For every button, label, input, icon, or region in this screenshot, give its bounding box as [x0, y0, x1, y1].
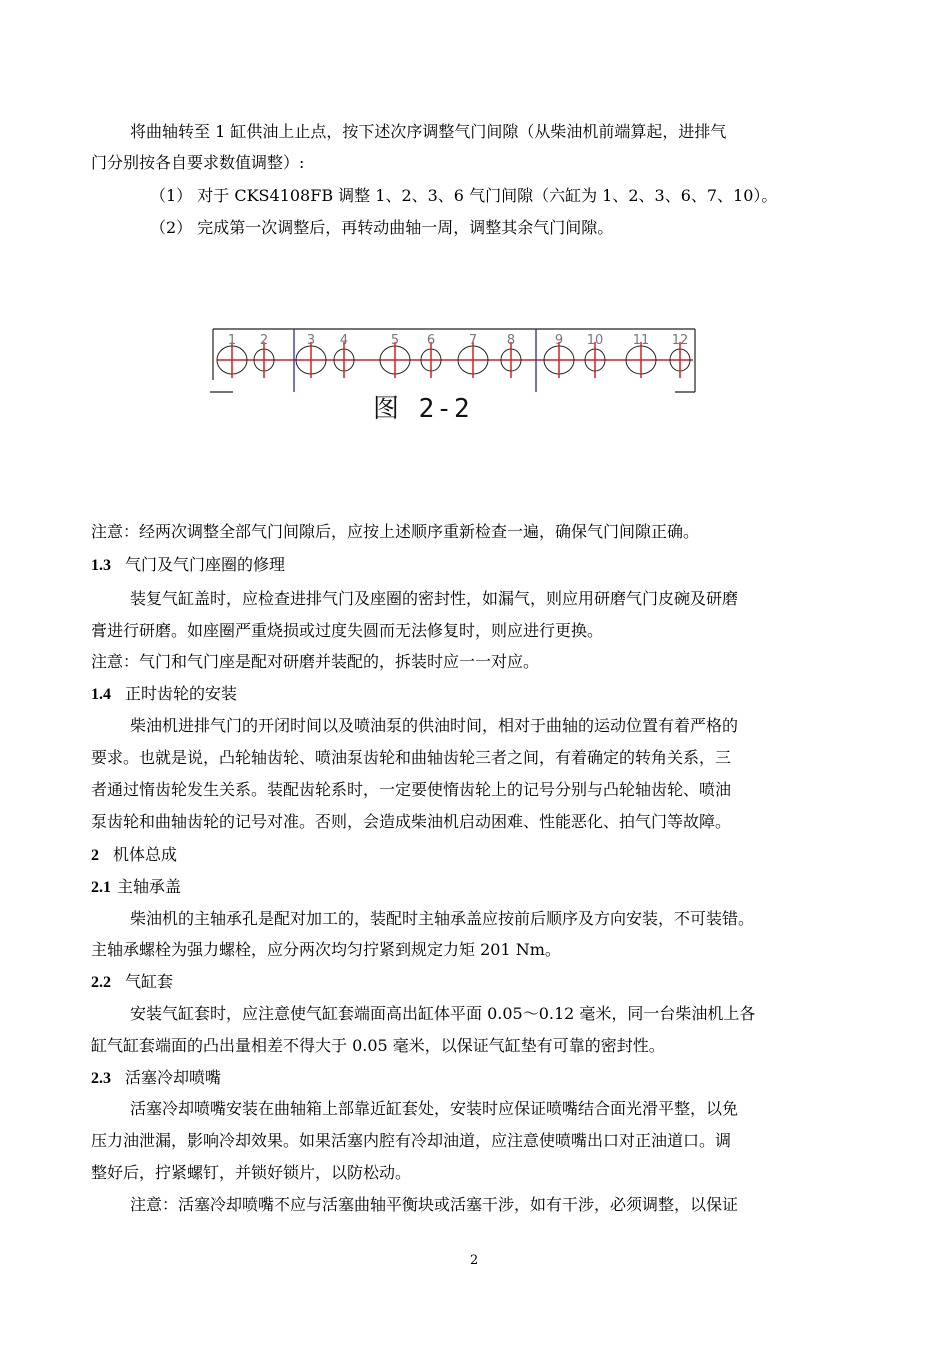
section-title: 主轴承盖	[117, 877, 182, 896]
paragraph-line: 者通过惰齿轮发生关系。装配齿轮系时，一定要使惰齿轮上的记号分别与凸轮轴齿轮、喷油	[91, 780, 732, 799]
valve-label: 12	[671, 333, 689, 348]
valve-label: 7	[468, 333, 478, 348]
intro-line-1: 将曲轴转至 1 缸供油上止点，按下述次序调整气门间隙（从柴油机前端算起，进排气	[130, 122, 727, 141]
figure-caption: 图 2-2	[373, 394, 472, 424]
valve-label: 6	[426, 333, 436, 348]
section-heading-2	[91, 845, 177, 866]
valve-label: 1	[227, 333, 237, 348]
section-title: 正时齿轮的安装	[125, 684, 238, 703]
paragraph-line: 缸气缸套端面的凸出量相差不得大于 0.05 毫米，以保证气缸垫有可靠的密封性。	[91, 1036, 665, 1055]
step-1: （1） 对于 CKS4108FB 调整 1、2、3、6 气门间隙（六缸为 1、2、3、6、7、10）。	[150, 186, 778, 205]
section-number: 2.2	[91, 974, 111, 991]
section-heading-2-1	[91, 877, 181, 898]
page-number: 2	[470, 1253, 479, 1268]
paragraph-line: 活塞冷却喷嘴安装在曲轴箱上部靠近缸套处，安装时应保证喷嘴结合面光滑平整，以免	[130, 1099, 739, 1118]
paragraph-line: 要求。也就是说，凸轮轴齿轮、喷油泵齿轮和曲轴齿轮三者之间，有着确定的转角关系，三	[91, 748, 732, 767]
valve-label: 11	[632, 333, 650, 348]
section-title: 气缸套	[125, 972, 174, 991]
paragraph-line: 装复气缸盖时，应检查进排气门及座圈的密封性，如漏气，则应用研磨气门皮碗及研磨	[130, 589, 739, 608]
section-title: 机体总成	[113, 845, 178, 864]
section-heading-2-2	[91, 972, 173, 993]
section-number: 2	[91, 847, 99, 864]
paragraph-line: 压力油泄漏，影响冷却效果。如果活塞内腔有冷却油道，应注意使喷嘴出口对正油道口。调	[91, 1131, 732, 1150]
valve-label: 2	[259, 333, 269, 348]
valve-label: 9	[554, 333, 564, 348]
paragraph-line: 主轴承螺栓为强力螺栓，应分两次均匀拧紧到规定力矩 201 Nm。	[91, 940, 561, 959]
note-valve-check: 注意：经两次调整全部气门间隙后，应按上述顺序重新检查一遍，确保气门间隙正确。	[91, 522, 700, 541]
paragraph-line: 膏进行研磨。如座圈严重烧损或过度失圆而无法修复时，则应进行更换。	[91, 621, 604, 640]
step-2: （2） 完成第一次调整后，再转动曲轴一周，调整其余气门间隙。	[150, 218, 614, 237]
valve-diagram	[205, 322, 700, 402]
section-number: 1.3	[91, 557, 111, 574]
section-heading-2-3	[91, 1068, 221, 1089]
paragraph-line: 柴油机的主轴承孔是配对加工的，装配时主轴承盖应按前后顺序及方向安装，不可装错。	[130, 909, 755, 928]
valve-label: 10	[586, 333, 604, 348]
paragraph-line: 泵齿轮和曲轴齿轮的记号对准。否则，会造成柴油机启动困难、性能恶化、拍气门等故障。	[91, 812, 732, 831]
section-title: 气门及气门座圈的修理	[125, 555, 286, 574]
paragraph-line: 安装气缸套时，应注意使气缸套端面高出缸体平面 0.05～0.12 毫米，同一台柴油机上各	[130, 1004, 756, 1023]
valve-label: 8	[506, 333, 516, 348]
section-number: 2.3	[91, 1070, 111, 1087]
section-number: 1.4	[91, 686, 111, 703]
valve-label: 3	[306, 333, 316, 348]
intro-line-2: 门分别按各自要求数值调整）:	[91, 153, 305, 172]
paragraph-line: 柴油机进排气门的开闭时间以及喷油泵的供油时间，相对于曲轴的运动位置有着严格的	[130, 716, 739, 735]
valve-label: 4	[339, 333, 349, 348]
section-heading-1-3	[91, 555, 285, 576]
note-nozzle: 注意：活塞冷却喷嘴不应与活塞曲轴平衡块或活塞干涉，如有干涉，必须调整，以保证	[130, 1195, 739, 1214]
section-heading-1-4	[91, 684, 237, 705]
section-title: 活塞冷却喷嘴	[125, 1068, 222, 1087]
paragraph-line: 整好后，拧紧螺钉，并锁好锁片，以防松动。	[91, 1163, 412, 1182]
valve-label: 5	[390, 333, 400, 348]
section-number: 2.1	[91, 879, 111, 896]
note-valve-seat: 注意：气门和气门座是配对研磨并装配的，拆装时应一一对应。	[91, 652, 540, 671]
